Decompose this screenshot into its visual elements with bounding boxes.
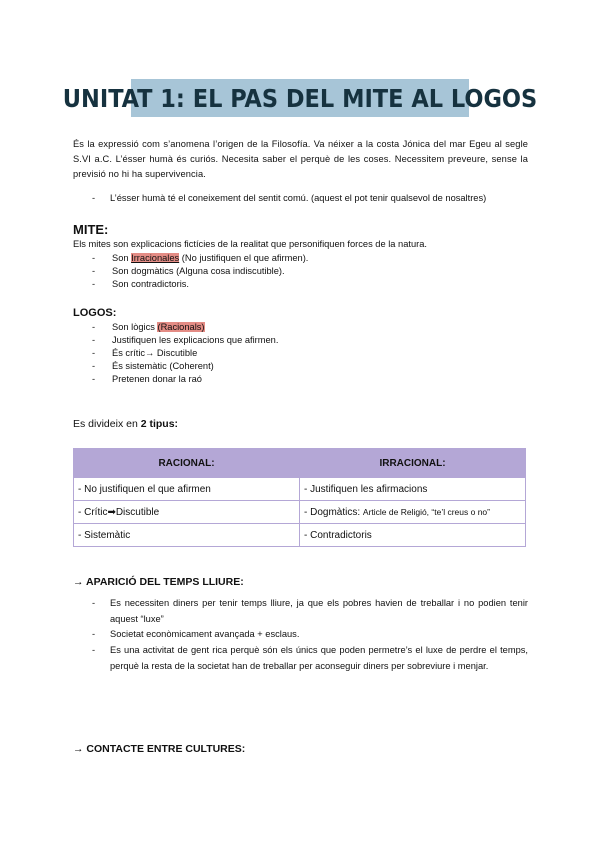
table-header-irracional: IRRACIONAL:	[300, 449, 526, 478]
logos-heading: LOGOS:	[73, 307, 117, 319]
divideix-text: Es divideix en 2 tipus:	[73, 418, 179, 430]
aparicio-item: - Es necessiten diners per tenir temps lliure, ja que els pobres havien de treballar i no podien tenir aquest “luxe”	[92, 598, 528, 624]
mite-heading: MITE:	[73, 222, 109, 237]
aparicio-heading: → APARICIÓ DEL TEMPS LLIURE:	[73, 576, 244, 588]
aparicio-item: - Societat econòmicament avançada + esclaus.	[92, 629, 300, 639]
title-banner	[62, 79, 538, 117]
highlight-irracionales: Irracionales	[131, 253, 180, 263]
tipus-table	[73, 448, 526, 547]
highlight-racionals: (Racionals)	[157, 322, 205, 332]
table-row: - Sistemàtic - Contradictoris	[74, 524, 526, 547]
mite-definition: Els mites son explicacions fictícies de la realitat que personifiquen forces de la natura.	[73, 239, 427, 249]
intro-bullet-text: L’ésser humà té el coneixement del sentit comú. (aquest el pot tenir qualsevol de nosaltres)	[110, 193, 487, 203]
table-note: Article de Religió, “te’l creus o no”	[362, 506, 490, 517]
table-row: - Crític➡Discutible - Dogmàtics: Article de Religió, “te’l creus o no”	[74, 501, 526, 524]
contacte-heading: → CONTACTE ENTRE CULTURES:	[73, 743, 246, 755]
table-row: - No justifiquen el que afirmen - Justifiquen les afirmacions	[74, 478, 526, 501]
table-header-racional: RACIONAL:	[74, 449, 300, 478]
aparicio-item: - Es una activitat de gent rica perquè són els únics que poden permetre’s el luxe de perdre el temps, perquè la resta de la societat han de treballar per aconseguir diners per sobreviure i menjar.	[92, 645, 528, 671]
page-title: UNITAT 1: EL PAS DEL MITE AL LOGOS	[62, 83, 538, 113]
intro-paragraph: És la expressió com s’anomena l’origen de la Filosofía. Va néixer a la costa Jónica del mar Egeu al segle S.VI a.C. L’ésser humà és curiós. Necesita saber el perquè de les coses. Necessitem preveure, sense la previsió no hi ha supervivencia.	[73, 139, 528, 179]
